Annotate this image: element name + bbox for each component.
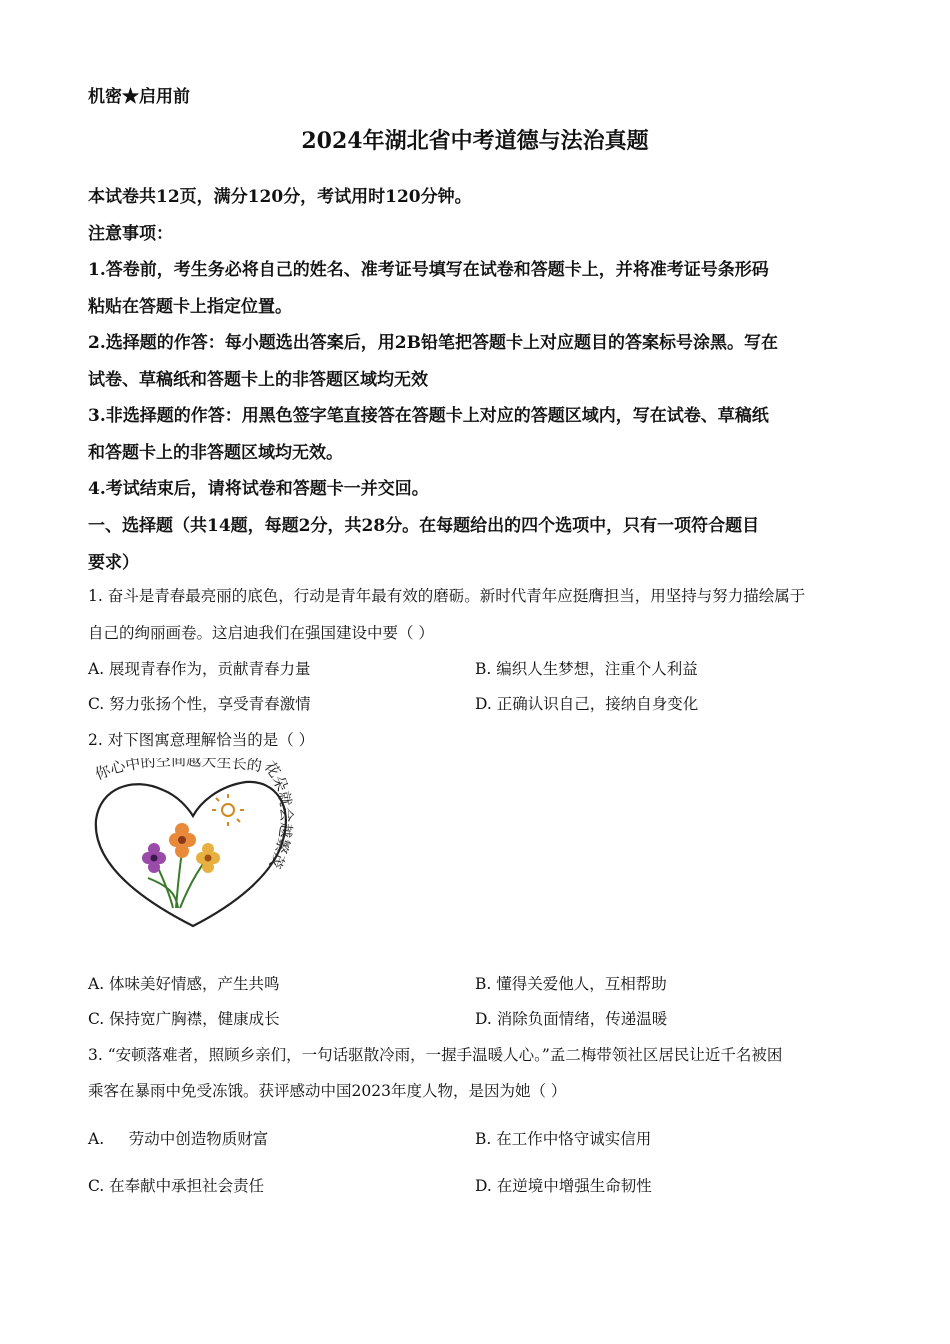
q2-option-d: D. 消除负面情绪，传递温暖: [475, 1010, 668, 1028]
flower-orange: [169, 823, 196, 858]
q3-option-a: A. 劳动中创造物质财富: [88, 1130, 269, 1148]
note-1-line-1: 1.答卷前，考生务必将自己的姓名、准考证号填写在试卷和答题卡上，并将准考证号条形码: [88, 260, 769, 280]
q2-option-b: B. 懂得关爱他人，互相帮助: [475, 975, 667, 993]
section-1-heading-line-1: 一、选择题（共14题，每题2分，共28分。在每题给出的四个选项中，只有一项符合题目: [88, 516, 760, 536]
note-4: 4.考试结束后，请将试卷和答题卡一并交回。: [88, 479, 429, 499]
q1-stem-line-2: 自己的绚丽画卷。这启迪我们在强国建设中要（ ）: [88, 624, 434, 642]
flower-purple: [142, 843, 166, 873]
q1-option-a: A. 展现青春作为，贡献青春力量: [88, 660, 311, 678]
q2-option-c: C. 保持宽广胸襟，健康成长: [88, 1010, 280, 1028]
note-2-line-1: 2.选择题的作答：每小题选出答案后，用2B铅笔把答题卡上对应题目的答案标号涂黑。写在: [88, 333, 778, 353]
q1-option-b: B. 编织人生梦想，注重个人利益: [475, 660, 698, 678]
heart-illustration-svg: [88, 758, 298, 936]
heart-flower-illustration: [88, 758, 298, 936]
note-2-line-2: 试卷、草稿纸和答题卡上的非答题区域均无效: [88, 370, 428, 390]
figure-handwritten-text: 你心中的空间越大生长的花朵就会越繁茂: [92, 758, 296, 872]
page-title: 2024年湖北省中考道德与法治真题: [301, 128, 649, 154]
exam-info: 本试卷共12页，满分120分，考试用时120分钟。: [88, 187, 472, 207]
notes-heading: 注意事项：: [88, 224, 173, 244]
q2-option-a: A. 体味美好情感，产生共鸣: [88, 975, 280, 993]
q1-option-d: D. 正确认识自己，接纳自身变化: [475, 695, 699, 713]
q3-option-b: B. 在工作中恪守诚实信用: [475, 1130, 652, 1148]
q1-option-c: C. 努力张扬个性，享受青春激情: [88, 695, 311, 713]
note-3-line-2: 和答题卡上的非答题区域均无效。: [88, 443, 343, 463]
section-1-heading-line-2: 要求）: [88, 553, 139, 573]
confidential-label: 机密★启用前: [88, 87, 190, 107]
sun-icon: [212, 794, 244, 826]
q3-option-d: D. 在逆境中增强生命韧性: [475, 1177, 652, 1195]
q1-stem-line-1: 1. 奋斗是青春最亮丽的底色，行动是青年最有效的磨砺。新时代青年应挺膺担当，用坚持与努力描绘属于: [88, 587, 806, 605]
heart-outline: [96, 782, 286, 926]
note-1-line-2: 粘贴在答题卡上指定位置。: [88, 297, 292, 317]
q3-stem-line-1: 3. “安顿落难者，照顾乡亲们，一句话驱散冷雨，一握手温暖人心。”孟二梅带领社区居民让近千名被困: [88, 1046, 783, 1064]
q3-stem-line-2: 乘客在暴雨中免受冻饿。获评感动中国2023年度人物，是因为她（ ）: [88, 1082, 567, 1100]
q3-option-c: C. 在奉献中承担社会责任: [88, 1177, 265, 1195]
q2-stem: 2. 对下图寓意理解恰当的是（ ）: [88, 731, 315, 749]
note-3-line-1: 3.非选择题的作答：用黑色签字笔直接答在答题卡上对应的答题区域内，写在试卷、草稿纸: [88, 406, 769, 426]
